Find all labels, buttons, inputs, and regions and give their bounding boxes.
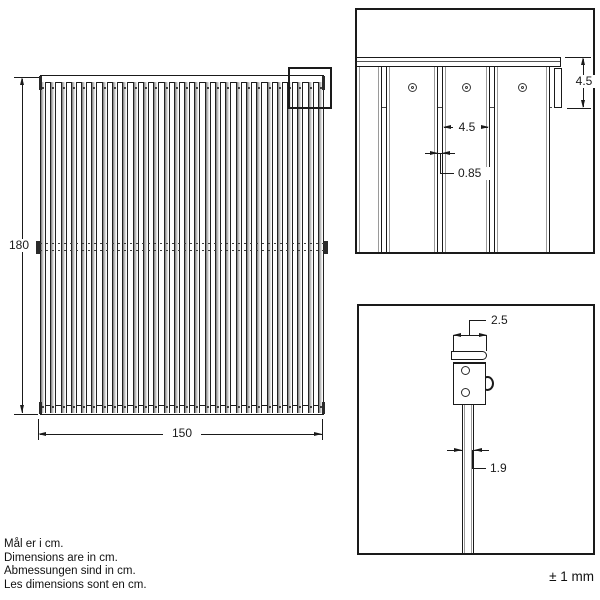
gap-dim-label: 0.85 — [457, 167, 491, 180]
extension-line — [565, 57, 591, 58]
wall-bracket-tab — [39, 76, 42, 90]
screw-dot — [186, 87, 188, 89]
fence-slat — [112, 82, 118, 413]
fence-slat — [267, 82, 273, 413]
screw-dot — [83, 406, 85, 408]
detail-top-rail — [357, 57, 561, 67]
bracket-hole-icon — [461, 366, 470, 375]
screw-dot — [93, 87, 95, 89]
units-note-line: Les dimensions sont en cm. — [4, 578, 147, 591]
screw-dot — [155, 87, 157, 89]
hidden-mid-rail-line — [40, 250, 324, 251]
screw-dot — [238, 406, 240, 408]
slat-width-dim-label: 4.5 — [453, 121, 481, 134]
screw-dot — [73, 87, 75, 89]
arrow-left-icon — [453, 333, 461, 337]
screw-icon — [462, 83, 471, 92]
fence-slat — [225, 82, 231, 413]
screw-dot — [227, 87, 229, 89]
screw-dot — [93, 406, 95, 408]
extension-line — [486, 335, 487, 351]
detail-callout-box — [288, 67, 332, 109]
screw-dot — [248, 87, 250, 89]
screw-dot — [279, 87, 281, 89]
tolerance-label: ± 1 mm — [549, 569, 594, 584]
arrow-left-icon — [443, 125, 451, 129]
screw-dot — [135, 87, 137, 89]
screw-dot — [124, 406, 126, 408]
detail-slat — [386, 67, 438, 252]
screw-dot — [73, 406, 75, 408]
screw-dot — [176, 87, 178, 89]
arrow-left-icon — [38, 432, 46, 436]
arrow-up-icon — [20, 77, 24, 85]
fence-slat — [71, 82, 77, 413]
fence-slat — [308, 82, 314, 413]
screw-dot — [42, 406, 44, 408]
fence-slat — [50, 82, 56, 413]
screw-dot — [124, 87, 126, 89]
fence-slat — [287, 82, 293, 413]
hidden-mid-rail-line — [40, 243, 324, 244]
extension-line — [38, 419, 39, 440]
screw-dot — [258, 87, 260, 89]
screw-dot — [289, 406, 291, 408]
screw-dot — [269, 87, 271, 89]
fence-slat — [102, 82, 108, 413]
screw-dot — [63, 406, 65, 408]
post-cap — [451, 351, 487, 360]
fence-slat — [236, 82, 242, 413]
bracket-hole-icon — [461, 388, 470, 397]
arrow-down-icon — [581, 100, 585, 108]
detail-view-bottom — [357, 304, 595, 555]
units-note-line: Dimensions are in cm. — [4, 551, 118, 564]
fence-slat — [184, 82, 190, 413]
extension-line — [14, 414, 38, 415]
leader-line — [472, 450, 473, 468]
screw-dot — [166, 406, 168, 408]
detail-slat — [357, 67, 382, 252]
fence-slat — [133, 82, 139, 413]
screw-dot — [196, 406, 198, 408]
fence-slat — [246, 82, 252, 413]
height-dim-label: 180 — [4, 239, 34, 252]
screw-dot — [207, 87, 209, 89]
screw-dot — [114, 406, 116, 408]
wall-bracket-tab — [39, 402, 42, 414]
width-dim-label: 150 — [163, 427, 201, 440]
units-note-line: Abmessungen sind in cm. — [4, 565, 136, 577]
screw-dot — [299, 406, 301, 408]
screw-dot — [269, 406, 271, 408]
arrow-left-icon — [442, 151, 450, 155]
units-note-line: Mål er i cm. — [4, 538, 64, 550]
cap-width-dim-label: 2.5 — [490, 314, 518, 327]
screw-dot — [238, 87, 240, 89]
screw-dot — [166, 87, 168, 89]
screw-dot — [145, 87, 147, 89]
screw-dot — [63, 87, 65, 89]
screw-dot — [114, 87, 116, 89]
leader-line — [440, 173, 454, 174]
fence-slat — [40, 82, 46, 413]
wall-bracket-tab — [36, 241, 40, 254]
screw-dot — [186, 406, 188, 408]
fence-slat — [205, 82, 211, 413]
screw-dot — [42, 87, 44, 89]
leader-line — [472, 468, 486, 469]
screw-dot — [83, 87, 85, 89]
fence-slat — [297, 82, 303, 413]
fence-slat — [215, 82, 221, 413]
arrow-right-icon — [481, 125, 489, 129]
arrow-left-icon — [474, 448, 482, 452]
leader-line — [469, 320, 470, 335]
leader-line — [469, 320, 486, 321]
extension-line — [453, 335, 454, 351]
screw-dot — [52, 87, 54, 89]
screw-dot — [248, 406, 250, 408]
leader-line — [440, 153, 441, 173]
screw-dot — [258, 406, 260, 408]
screw-dot — [176, 406, 178, 408]
arrow-right-icon — [314, 432, 322, 436]
screw-dot — [104, 406, 106, 408]
screw-dot — [207, 406, 209, 408]
screw-dot — [52, 406, 54, 408]
fence-slat — [164, 82, 170, 413]
fence-slat — [143, 82, 149, 413]
screw-dot — [104, 87, 106, 89]
fence-slat — [256, 82, 262, 413]
extension-line — [567, 108, 591, 109]
detail-slat — [442, 67, 490, 252]
post-width-dim-label: 1.9 — [489, 462, 517, 475]
screw-dot — [155, 406, 157, 408]
screw-dot — [135, 406, 137, 408]
detail-end-bracket — [554, 68, 562, 108]
screw-dot — [279, 406, 281, 408]
fence-slat — [174, 82, 180, 413]
rail-height-dim-label: 4.5 — [570, 75, 598, 88]
fence-slat — [122, 82, 128, 413]
screw-dot — [227, 406, 229, 408]
fence-slat — [91, 82, 97, 413]
units-note-block — [4, 538, 147, 592]
arrow-right-icon — [454, 448, 462, 452]
detail-post — [462, 405, 474, 553]
wall-bracket-tab — [324, 241, 328, 254]
screw-icon — [408, 83, 417, 92]
screw-dot — [145, 406, 147, 408]
arrow-up-icon — [581, 57, 585, 65]
fence-slat — [194, 82, 200, 413]
fence-slat — [153, 82, 159, 413]
fence-slat — [61, 82, 67, 413]
arrow-down-icon — [20, 405, 24, 413]
detail-view-top — [355, 8, 595, 254]
screw-dot — [217, 406, 219, 408]
screw-dot — [196, 87, 198, 89]
detail-slat — [494, 67, 550, 252]
fence-slat — [277, 82, 283, 413]
arrow-right-icon — [430, 151, 438, 155]
screw-icon — [518, 83, 527, 92]
extension-line — [322, 419, 323, 440]
fence-slat — [81, 82, 87, 413]
screw-dot — [310, 406, 312, 408]
fence-panel-drawing — [40, 75, 324, 415]
wall-bracket-tab — [322, 402, 325, 414]
screw-dot — [217, 87, 219, 89]
